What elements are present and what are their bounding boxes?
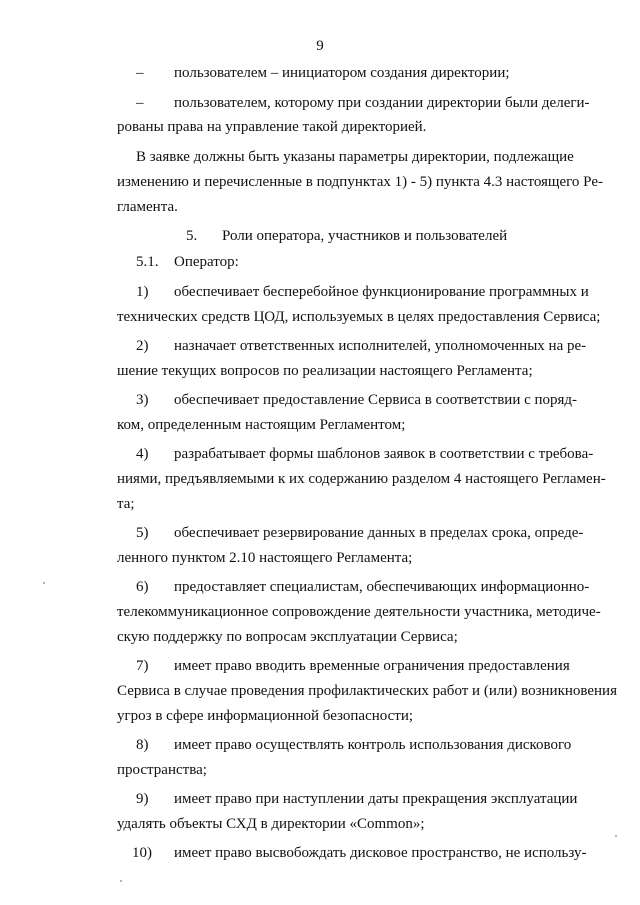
section-title: Роли оператора, участников и пользователей [222, 228, 508, 244]
dash-marker: – [136, 95, 144, 111]
text-line: обеспечивает бесперебойное функционирование программных и [174, 284, 589, 300]
list-item-cont [0, 307, 640, 327]
list-item-cont [0, 548, 640, 568]
list-item [0, 843, 640, 863]
subsection-number: 5.1. [136, 254, 159, 270]
item-number: 1) [136, 284, 149, 300]
subsection-heading [0, 252, 640, 272]
scan-speck [120, 880, 122, 882]
text-line: пространства; [117, 762, 207, 778]
list-item-cont [0, 361, 640, 381]
text-line: пользователем, которому при создании директории были делеги- [174, 95, 590, 111]
list-item-cont [0, 602, 640, 622]
text-line: имеет право высвобождать дисковое пространство, не использу- [174, 845, 587, 861]
list-item [0, 523, 640, 543]
dash-marker: – [136, 65, 144, 81]
scan-speck [615, 835, 617, 837]
item-number: 9) [136, 791, 149, 807]
list-item-cont [0, 814, 640, 834]
text-line: имеет право вводить временные ограничения предоставления [174, 658, 570, 674]
list-item-cont [0, 706, 640, 726]
text-line: та; [117, 496, 135, 512]
text-line: удалять объекты СХД в директории «Common»; [117, 816, 425, 832]
text-line: имеет право осуществлять контроль использования дискового [174, 737, 572, 753]
list-item-cont [0, 415, 640, 435]
text-line: угроз в сфере информационной безопасности; [117, 708, 414, 724]
item-number: 7) [136, 658, 149, 674]
page-number: 9 [316, 38, 324, 54]
list-item [0, 656, 640, 676]
text-line: ком, определенным настоящим Регламентом; [117, 417, 406, 433]
list-item-cont [0, 469, 640, 489]
text-line: Сервиса в случае проведения профилактических работ и (или) возникновения [117, 683, 617, 699]
text-line: назначает ответственных исполнителей, уполномоченных на ре- [174, 338, 587, 354]
item-number: 8) [136, 737, 149, 753]
text-line: гламента. [117, 199, 178, 215]
paragraph-line [0, 172, 640, 192]
item-number: 5) [136, 525, 149, 541]
text-line: предоставляет специалистам, обеспечивающих информационно- [174, 579, 590, 595]
text-line: технических средств ЦОД, используемых в целях предоставления Сервиса; [117, 309, 601, 325]
section-heading [0, 226, 640, 246]
text-line: разрабатывает формы шаблонов заявок в соответствии с требова- [174, 446, 594, 462]
list-item-cont [0, 760, 640, 780]
item-number: 10) [132, 845, 152, 861]
list-item [0, 444, 640, 464]
text-line: телекоммуникационное сопровождение деятельности участника, методиче- [117, 604, 601, 620]
item-number: 3) [136, 392, 149, 408]
list-item [0, 735, 640, 755]
list-item [0, 282, 640, 302]
paragraph-line [0, 197, 640, 217]
text-line: рованы права на управление такой директорией. [117, 119, 427, 135]
dash-item-text [174, 93, 600, 113]
item-number: 2) [136, 338, 149, 354]
subsection-title: Оператор: [174, 254, 239, 270]
list-item-cont [0, 681, 640, 701]
item-number: 6) [136, 579, 149, 595]
section-number: 5. [186, 228, 198, 244]
dash-item-1 [0, 63, 640, 83]
dash-item-2-cont [0, 117, 640, 137]
dash-item-2 [0, 93, 640, 113]
item-number: 4) [136, 446, 149, 462]
list-item [0, 577, 640, 597]
scan-speck [43, 582, 45, 584]
list-item-cont [0, 627, 640, 647]
dash-item-text: пользователем – инициатором создания директории; [174, 65, 510, 81]
text-line: скую поддержку по вопросам эксплуатации Сервиса; [117, 629, 458, 645]
text-line: ниями, предъявляемыми к их содержанию разделом 4 настоящего Регламен- [117, 471, 606, 487]
text-line: В заявке должны быть указаны параметры директории, подлежащие [136, 149, 574, 165]
list-item [0, 789, 640, 809]
text-line: имеет право при наступлении даты прекращения эксплуатации [174, 791, 578, 807]
text-line: шение текущих вопросов по реализации настоящего Регламента; [117, 363, 533, 379]
paragraph-line [0, 147, 640, 167]
list-item [0, 390, 640, 410]
text-line: обеспечивает резервирование данных в пределах срока, опреде- [174, 525, 584, 541]
list-item [0, 336, 640, 356]
list-item-cont [0, 494, 640, 514]
text-line: ленного пунктом 2.10 настоящего Регламента; [117, 550, 413, 566]
text-line: обеспечивает предоставление Сервиса в соответствии с поряд- [174, 392, 578, 408]
text-line: изменению и перечисленные в подпунктах 1) - 5) пункта 4.3 настоящего Ре- [117, 174, 603, 190]
